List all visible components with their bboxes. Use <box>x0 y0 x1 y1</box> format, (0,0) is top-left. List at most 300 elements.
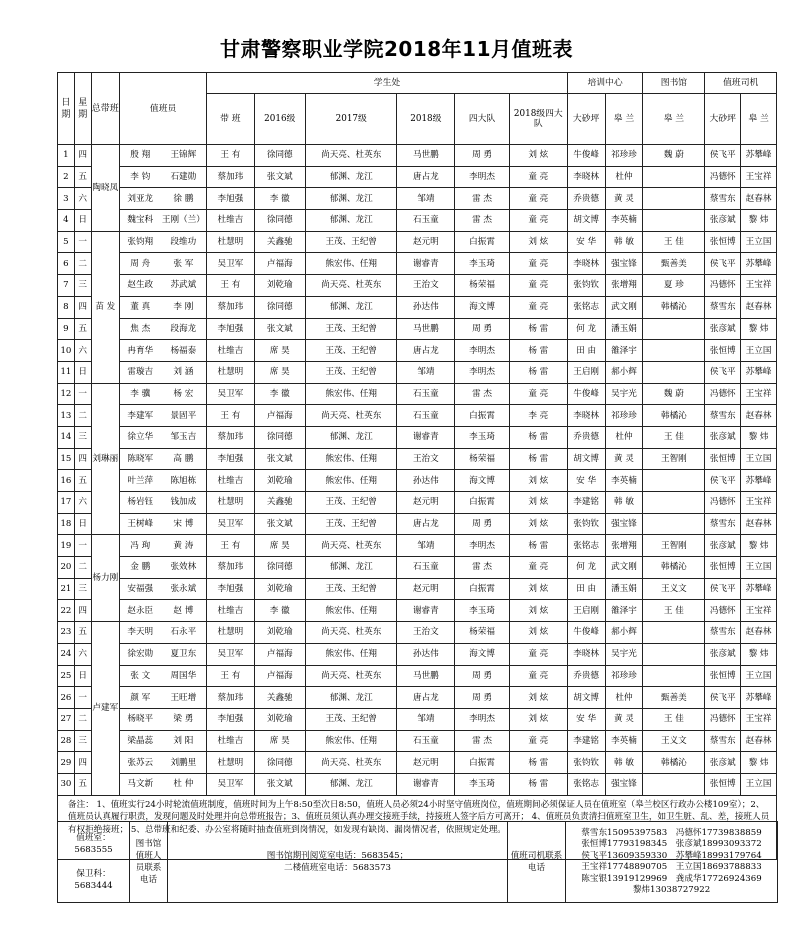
grade2018-cell: 孙达伟 <box>397 296 455 318</box>
grade2016-cell: 徐同德 <box>254 145 306 167</box>
training-gaolan-cell: 武文刚 <box>605 557 643 579</box>
day-cell: 27 <box>58 708 75 730</box>
driver-dashaping-cell: 蔡雪东 <box>705 622 741 644</box>
grade2017-cell: 尚天亮、杜英东 <box>306 275 397 297</box>
duty-staff-1: 董 真 <box>120 296 161 318</box>
grade2018-team4-cell: 刘 炫 <box>509 492 567 514</box>
day-cell: 2 <box>58 166 75 188</box>
training-gaolan-cell: 杜仲 <box>605 166 643 188</box>
driver-dashaping-cell: 蔡雪东 <box>705 513 741 535</box>
driver-phone-line: 王宝祥17748890705 王立国18693788833 <box>581 862 762 872</box>
grade2017-cell: 王茂、王纪曾 <box>306 340 397 362</box>
grade2018-cell: 谢睿青 <box>397 253 455 275</box>
training-gaolan-cell: 杜仲 <box>605 426 643 448</box>
driver-gaolan-cell: 苏攀峰 <box>741 578 777 600</box>
duty-staff-1: 殷 翔 <box>120 145 161 167</box>
driver-dashaping-cell: 蔡雪东 <box>705 730 741 752</box>
weekday-cell: 四 <box>74 145 91 167</box>
grade2018-team4-cell: 李 亮 <box>509 405 567 427</box>
library-gaolan-cell: 甄善美 <box>643 253 705 275</box>
duty-staff-2: 钱加成 <box>160 492 206 514</box>
grade2018-team4-cell: 杨 雷 <box>509 448 567 470</box>
library-phone-1: 图书馆期刊阅览室电话：5683545； <box>266 851 409 861</box>
grade2018-team4-cell: 童 亮 <box>509 643 567 665</box>
grade2018-team4-cell: 杨 雷 <box>509 361 567 383</box>
library-gaolan-cell <box>643 622 705 644</box>
table-row <box>58 665 777 687</box>
training-gaolan-cell: 杜仲 <box>605 687 643 709</box>
header-leader: 带 班 <box>207 94 254 145</box>
team4-cell: 李明杰 <box>455 535 510 557</box>
grade2018-cell: 赵元明 <box>397 578 455 600</box>
training-dashaping-cell: 牛俊峰 <box>567 383 605 405</box>
driver-gaolan-cell: 王宝祥 <box>741 492 777 514</box>
team4-cell: 李明杰 <box>455 340 510 362</box>
training-gaolan-cell: 强宝锋 <box>605 773 643 795</box>
day-cell: 25 <box>58 665 75 687</box>
duty-staff-2: 段维功 <box>160 231 206 253</box>
grade2016-cell: 徐同德 <box>254 426 306 448</box>
training-gaolan-cell: 韩 敏 <box>605 752 643 774</box>
driver-gaolan-cell: 赵春林 <box>741 730 777 752</box>
team4-cell: 杨荣福 <box>455 622 510 644</box>
training-dashaping-cell: 何 龙 <box>567 318 605 340</box>
duty-staff-1: 梁晶蕊 <box>120 730 161 752</box>
training-dashaping-cell: 牛俊峰 <box>567 145 605 167</box>
grade2018-team4-cell: 杨 雷 <box>509 426 567 448</box>
leader-cell: 吴卫军 <box>207 253 254 275</box>
weekday-cell: 三 <box>74 426 91 448</box>
training-dashaping-cell: 李建铭 <box>567 492 605 514</box>
duty-staff-2: 张永斌 <box>160 578 206 600</box>
duty-staff-2: 徐 鹏 <box>160 188 206 210</box>
weekday-cell: 五 <box>74 773 91 795</box>
training-dashaping-cell: 乔贵德 <box>567 188 605 210</box>
driver-dashaping-cell: 张彦斌 <box>705 210 741 232</box>
table-row <box>58 405 777 427</box>
day-cell: 12 <box>58 383 75 405</box>
duty-staff-1: 李 钧 <box>120 166 161 188</box>
grade2018-cell: 石玉童 <box>397 383 455 405</box>
library-gaolan-cell <box>643 340 705 362</box>
training-dashaping-cell: 李晓林 <box>567 253 605 275</box>
table-row <box>58 687 777 709</box>
day-cell: 18 <box>58 513 75 535</box>
day-cell: 8 <box>58 296 75 318</box>
grade2016-cell: 张文斌 <box>254 513 306 535</box>
grade2018-cell: 邹靖 <box>397 361 455 383</box>
driver-gaolan-cell: 黎 炜 <box>741 535 777 557</box>
grade2018-cell: 谢睿青 <box>397 773 455 795</box>
library-gaolan-cell <box>643 166 705 188</box>
team4-cell: 白振霄 <box>455 578 510 600</box>
grade2018-team4-cell: 刘 炫 <box>509 600 567 622</box>
weekday-cell: 二 <box>74 557 91 579</box>
duty-staff-2: 周国华 <box>160 665 206 687</box>
team4-cell: 白振霄 <box>455 231 510 253</box>
header-training-gaolan: 皋 兰 <box>605 94 643 145</box>
grade2017-cell: 王茂、王纪曾 <box>306 492 397 514</box>
driver-gaolan-cell: 赵春林 <box>741 188 777 210</box>
library-gaolan-cell <box>643 188 705 210</box>
library-gaolan-cell: 王智刚 <box>643 448 705 470</box>
training-dashaping-cell: 张铭志 <box>567 535 605 557</box>
weekday-cell: 二 <box>74 708 91 730</box>
grade2017-cell: 熊宏伟、任翔 <box>306 600 397 622</box>
grade2017-cell: 熊宏伟、任翔 <box>306 643 397 665</box>
table-row <box>58 145 777 167</box>
grade2018-cell: 邹靖 <box>397 535 455 557</box>
notes-text: 备注： 1、值班实行24小时轮流值班制度，值班时间为上午8:50至次日8:50，值班人员必须24小时坚守值班岗位，值班期间必须保证人员在值班室（皋兰校区行政办公楼109室）；2、值班员认真履行职责，发现问题及时处理并向总带班报告；3、值班员须认真办理交接班手续，持接班人签字后方可离开； 4、值班员负责清扫值班室卫生，如卫生脏、乱、差，接班人员有权拒绝接班； 5、总带班和纪委、办公室将随时抽查值班到岗情况，如发现有缺岗、漏岗情况者，依照规定处理。 <box>58 795 777 859</box>
driver-gaolan-cell: 王立国 <box>741 665 777 687</box>
training-gaolan-cell: 潘玉娟 <box>605 578 643 600</box>
leader-cell: 杜慧明 <box>207 231 254 253</box>
duty-staff-2: 苏武斌 <box>160 275 206 297</box>
driver-dashaping-cell: 冯德怀 <box>705 492 741 514</box>
weekday-cell: 日 <box>74 361 91 383</box>
training-gaolan-cell: 吴宇光 <box>605 643 643 665</box>
chief-cell: 刘琳丽 <box>91 383 119 535</box>
driver-gaolan-cell: 王立国 <box>741 340 777 362</box>
driver-dashaping-cell: 侯飞平 <box>705 578 741 600</box>
duty-staff-1: 李天明 <box>120 622 161 644</box>
driver-gaolan-cell: 黎 炜 <box>741 752 777 774</box>
training-gaolan-cell: 强宝锋 <box>605 513 643 535</box>
table-row <box>58 253 777 275</box>
grade2018-team4-cell: 刘 炫 <box>509 145 567 167</box>
duty-staff-2: 赵 博 <box>160 600 206 622</box>
weekday-cell: 二 <box>74 405 91 427</box>
leader-cell: 蔡加玮 <box>207 166 254 188</box>
day-cell: 7 <box>58 275 75 297</box>
driver-dashaping-cell: 冯德怀 <box>705 383 741 405</box>
training-dashaping-cell: 胡文博 <box>567 687 605 709</box>
duty-staff-1: 叶兰萍 <box>120 470 161 492</box>
footer-contacts <box>57 821 778 903</box>
duty-staff-1: 刘亚龙 <box>120 188 161 210</box>
duty-staff-2: 张 军 <box>160 253 206 275</box>
driver-dashaping-cell: 冯德怀 <box>705 708 741 730</box>
day-cell: 20 <box>58 557 75 579</box>
team4-cell: 周 勇 <box>455 318 510 340</box>
duty-staff-1: 金 鹏 <box>120 557 161 579</box>
grade2017-cell: 郁渊、龙江 <box>306 557 397 579</box>
library-gaolan-cell: 王义文 <box>643 730 705 752</box>
table-row <box>58 622 777 644</box>
grade2018-cell: 谢睿青 <box>397 426 455 448</box>
driver-gaolan-cell: 苏攀峰 <box>741 470 777 492</box>
driver-gaolan-cell: 王宝祥 <box>741 600 777 622</box>
grade2017-cell: 王茂、王纪曾 <box>306 361 397 383</box>
library-gaolan-cell <box>643 773 705 795</box>
grade2018-team4-cell: 刘 炫 <box>509 578 567 600</box>
weekday-cell: 一 <box>74 535 91 557</box>
duty-staff-1: 张 文 <box>120 665 161 687</box>
leader-cell: 杜维吉 <box>207 210 254 232</box>
duty-staff-1: 马文新 <box>120 773 161 795</box>
table-row <box>58 773 777 795</box>
duty-staff-1: 魏宝科 <box>120 210 161 232</box>
header-driver-gaolan: 皋 兰 <box>741 94 777 145</box>
team4-cell: 周 勇 <box>455 687 510 709</box>
library-gaolan-cell <box>643 470 705 492</box>
grade2018-cell: 石玉童 <box>397 730 455 752</box>
training-dashaping-cell: 张铭志 <box>567 296 605 318</box>
header-duty-staff: 值班员 <box>120 73 207 145</box>
duty-staff-2: 段海龙 <box>160 318 206 340</box>
duty-staff-1: 雷璇吉 <box>120 361 161 383</box>
header-2018: 2018级 <box>397 94 455 145</box>
team4-cell: 李玉琦 <box>455 600 510 622</box>
driver-gaolan-cell: 王立国 <box>741 448 777 470</box>
library-gaolan-cell: 甄善美 <box>643 687 705 709</box>
team4-cell: 李明杰 <box>455 708 510 730</box>
duty-staff-1: 张钧翔 <box>120 231 161 253</box>
training-dashaping-cell: 乔贵德 <box>567 426 605 448</box>
duty-staff-2: 石永平 <box>160 622 206 644</box>
training-dashaping-cell: 乔贵德 <box>567 665 605 687</box>
grade2018-team4-cell: 刘 炫 <box>509 708 567 730</box>
table-row <box>58 470 777 492</box>
library-gaolan-cell: 韩橘沁 <box>643 296 705 318</box>
grade2018-team4-cell: 童 亮 <box>509 383 567 405</box>
training-gaolan-cell: 祁珍珍 <box>605 145 643 167</box>
training-gaolan-cell: 韩 敏 <box>605 231 643 253</box>
weekday-cell: 日 <box>74 210 91 232</box>
grade2017-cell: 王茂、王纪曾 <box>306 318 397 340</box>
weekday-cell: 六 <box>74 188 91 210</box>
grade2017-cell: 尚天亮、杜英东 <box>306 622 397 644</box>
team4-cell: 白振霄 <box>455 405 510 427</box>
driver-dashaping-cell: 蔡雪东 <box>705 188 741 210</box>
leader-cell: 李旭强 <box>207 318 254 340</box>
table-row <box>58 752 777 774</box>
training-gaolan-cell: 黄 灵 <box>605 448 643 470</box>
team4-cell: 杨荣福 <box>455 448 510 470</box>
grade2016-cell: 张文斌 <box>254 318 306 340</box>
training-dashaping-cell: 安 华 <box>567 470 605 492</box>
weekday-cell: 二 <box>74 253 91 275</box>
grade2017-cell: 熊宏伟、任翔 <box>306 730 397 752</box>
grade2018-cell: 唐占龙 <box>397 687 455 709</box>
grade2016-cell: 徐同德 <box>254 752 306 774</box>
day-cell: 23 <box>58 622 75 644</box>
driver-dashaping-cell: 侯飞平 <box>705 145 741 167</box>
day-cell: 15 <box>58 448 75 470</box>
training-dashaping-cell: 何 龙 <box>567 557 605 579</box>
library-gaolan-cell: 王 佳 <box>643 708 705 730</box>
training-dashaping-cell: 李晓林 <box>567 166 605 188</box>
driver-phone-line: 侯飞平13609359330 苏攀峰18993179764 <box>581 850 762 861</box>
grade2017-cell: 熊宏伟、任翔 <box>306 253 397 275</box>
grade2017-cell: 王茂、王纪曾 <box>306 513 397 535</box>
weekday-cell: 四 <box>74 448 91 470</box>
driver-dashaping-cell: 张彦斌 <box>705 426 741 448</box>
training-dashaping-cell: 王启刚 <box>567 361 605 383</box>
day-cell: 28 <box>58 730 75 752</box>
grade2017-cell: 郁渊、龙江 <box>306 687 397 709</box>
weekday-cell: 日 <box>74 513 91 535</box>
weekday-cell: 三 <box>74 578 91 600</box>
chief-cell: 苗 发 <box>91 231 119 383</box>
day-cell: 30 <box>58 773 75 795</box>
training-gaolan-cell: 祁珍珍 <box>605 665 643 687</box>
grade2018-team4-cell: 杨 雷 <box>509 318 567 340</box>
training-gaolan-cell: 强宝锋 <box>605 253 643 275</box>
driver-gaolan-cell: 王宝祥 <box>741 275 777 297</box>
grade2018-team4-cell: 刘 炫 <box>509 513 567 535</box>
driver-gaolan-cell: 赵春林 <box>741 296 777 318</box>
grade2017-cell: 王茂、王纪曾 <box>306 231 397 253</box>
grade2017-cell: 郁渊、龙江 <box>306 210 397 232</box>
training-gaolan-cell: 雒泽宇 <box>605 340 643 362</box>
grade2017-cell: 尚天亮、杜英东 <box>306 145 397 167</box>
team4-cell: 海文博 <box>455 470 510 492</box>
training-gaolan-cell: 潘玉娟 <box>605 318 643 340</box>
library-gaolan-cell: 魏 蔚 <box>643 383 705 405</box>
driver-gaolan-cell: 赵春林 <box>741 513 777 535</box>
training-dashaping-cell: 田 由 <box>567 578 605 600</box>
leader-cell: 杜慧明 <box>207 752 254 774</box>
table-row <box>58 188 777 210</box>
grade2018-cell: 唐占龙 <box>397 340 455 362</box>
grade2016-cell: 徐同德 <box>254 210 306 232</box>
driver-phone-line: 陈宝银13919129969 龚成华17726924369 <box>581 873 762 884</box>
grade2016-cell: 卢福海 <box>254 665 306 687</box>
training-dashaping-cell: 胡文博 <box>567 210 605 232</box>
library-gaolan-cell <box>643 492 705 514</box>
leader-cell: 李旭强 <box>207 448 254 470</box>
leader-cell: 杜维吉 <box>207 340 254 362</box>
library-gaolan-cell <box>643 665 705 687</box>
training-dashaping-cell: 李建铭 <box>567 730 605 752</box>
grade2018-cell: 邹靖 <box>397 708 455 730</box>
weekday-cell: 五 <box>74 470 91 492</box>
library-gaolan-cell <box>643 361 705 383</box>
driver-gaolan-cell: 王立国 <box>741 231 777 253</box>
table-row <box>58 708 777 730</box>
grade2017-cell: 尚天亮、杜英东 <box>306 665 397 687</box>
team4-cell: 杨荣福 <box>455 275 510 297</box>
header-training: 培训中心 <box>567 73 643 94</box>
driver-phone-line: 蔡雪东15095397583 冯德怀17739838859 <box>581 827 762 838</box>
grade2018-cell: 王治文 <box>397 275 455 297</box>
training-dashaping-cell: 张铭志 <box>567 773 605 795</box>
grade2018-cell: 马世鹏 <box>397 665 455 687</box>
duty-staff-2: 陈旭栋 <box>160 470 206 492</box>
training-gaolan-cell: 黄 灵 <box>605 188 643 210</box>
training-dashaping-cell: 牛俊峰 <box>567 622 605 644</box>
grade2017-cell: 郁渊、龙江 <box>306 166 397 188</box>
grade2018-team4-cell: 杨 雷 <box>509 752 567 774</box>
grade2016-cell: 李 徽 <box>254 383 306 405</box>
grade2017-cell: 熊宏伟、任翔 <box>306 448 397 470</box>
day-cell: 4 <box>58 210 75 232</box>
grade2017-cell: 郁渊、龙江 <box>306 426 397 448</box>
duty-staff-1: 徐立华 <box>120 426 161 448</box>
training-dashaping-cell: 安 华 <box>567 231 605 253</box>
grade2018-team4-cell: 杨 雷 <box>509 535 567 557</box>
day-cell: 17 <box>58 492 75 514</box>
day-cell: 14 <box>58 426 75 448</box>
grade2016-cell: 刘乾瑜 <box>254 275 306 297</box>
duty-staff-1: 周 舟 <box>120 253 161 275</box>
duty-staff-2: 黄 涛 <box>160 535 206 557</box>
duty-staff-2: 夏卫东 <box>160 643 206 665</box>
training-dashaping-cell: 王启刚 <box>567 600 605 622</box>
duty-staff-1: 冯 珣 <box>120 535 161 557</box>
header-2016: 2016级 <box>254 94 306 145</box>
training-gaolan-cell: 祁珍珍 <box>605 405 643 427</box>
grade2016-cell: 张文斌 <box>254 773 306 795</box>
duty-staff-1: 李 骥 <box>120 383 161 405</box>
leader-cell: 杜维吉 <box>207 470 254 492</box>
team4-cell: 周 勇 <box>455 513 510 535</box>
leader-cell: 蔡加玮 <box>207 687 254 709</box>
team4-cell: 海文博 <box>455 643 510 665</box>
grade2018-cell: 唐占龙 <box>397 166 455 188</box>
header-library: 图书馆 <box>643 73 705 94</box>
duty-table <box>57 72 777 860</box>
day-cell: 13 <box>58 405 75 427</box>
grade2017-cell: 熊宏伟、任翔 <box>306 383 397 405</box>
grade2017-cell: 熊宏伟、任翔 <box>306 470 397 492</box>
header-drivers: 值班司机 <box>705 73 777 94</box>
team4-cell: 周 勇 <box>455 665 510 687</box>
weekday-cell: 五 <box>74 622 91 644</box>
weekday-cell: 一 <box>74 383 91 405</box>
leader-cell: 杜维吉 <box>207 730 254 752</box>
grade2018-cell: 赵元明 <box>397 752 455 774</box>
driver-gaolan-cell: 赵春林 <box>741 405 777 427</box>
grade2018-team4-cell: 杨 雷 <box>509 340 567 362</box>
driver-dashaping-cell: 侯飞平 <box>705 253 741 275</box>
driver-dashaping-cell: 张恒博 <box>705 448 741 470</box>
library-gaolan-cell: 魏 蔚 <box>643 145 705 167</box>
duty-staff-1: 陈晓军 <box>120 448 161 470</box>
leader-cell: 杜维吉 <box>207 600 254 622</box>
leader-cell: 杜慧明 <box>207 492 254 514</box>
security-phone: 5683444 <box>74 881 113 891</box>
driver-dashaping-cell: 张恒博 <box>705 557 741 579</box>
leader-cell: 蔡加玮 <box>207 557 254 579</box>
duty-staff-1: 王树峰 <box>120 513 161 535</box>
table-row <box>58 730 777 752</box>
library-contact-label: 图书馆值班人员联系电话 <box>130 822 168 903</box>
library-gaolan-cell <box>643 210 705 232</box>
library-gaolan-cell <box>643 318 705 340</box>
driver-gaolan-cell: 苏攀峰 <box>741 687 777 709</box>
driver-phone-line: 张恒博17793198345 张彦斌18993093372 <box>581 839 762 849</box>
grade2017-cell: 郁渊、龙江 <box>306 296 397 318</box>
duty-staff-2: 王刚（兰） <box>160 210 206 232</box>
driver-dashaping-cell: 侯飞平 <box>705 361 741 383</box>
driver-dashaping-cell: 张恒博 <box>705 665 741 687</box>
table-row <box>58 600 777 622</box>
grade2016-cell: 卢福海 <box>254 405 306 427</box>
duty-staff-1: 赵生政 <box>120 275 161 297</box>
grade2017-cell: 王茂、王纪曾 <box>306 708 397 730</box>
leader-cell: 王 有 <box>207 405 254 427</box>
security-label: 保卫科： <box>76 869 111 879</box>
driver-gaolan-cell: 王宝祥 <box>741 708 777 730</box>
table-row <box>58 557 777 579</box>
training-gaolan-cell: 郝小辉 <box>605 622 643 644</box>
grade2016-cell: 张文斌 <box>254 448 306 470</box>
driver-dashaping-cell: 侯飞平 <box>705 470 741 492</box>
grade2016-cell: 卢福海 <box>254 253 306 275</box>
leader-cell: 李旭强 <box>207 578 254 600</box>
